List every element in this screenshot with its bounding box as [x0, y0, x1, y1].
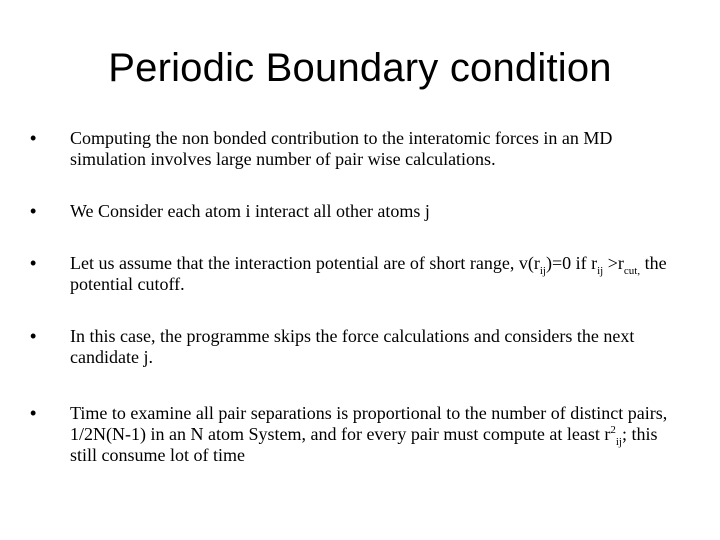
- bullet-text: [70, 403, 667, 465]
- bullet-text-part: )=0 if r: [545, 253, 598, 273]
- bullet-icon: •: [30, 326, 37, 346]
- bullet-text: [70, 253, 667, 294]
- bullet-icon: •: [30, 128, 37, 148]
- bullet-item: [30, 253, 680, 295]
- bullet-text: We Consider each atom i interact all other atoms j: [70, 201, 430, 221]
- subscript: ij: [615, 436, 622, 448]
- bullet-icon: •: [30, 201, 37, 221]
- bullet-text-part: Let us assume that the interaction potential are of short range, v(r: [70, 253, 540, 273]
- bullet-text-part: the potential cutoff.: [70, 253, 667, 294]
- bullet-icon: •: [30, 403, 37, 423]
- bullet-icon: •: [30, 253, 37, 273]
- subscript: ij: [539, 265, 546, 277]
- subscript: cut,: [623, 265, 641, 277]
- bullet-item: [30, 201, 680, 222]
- bullet-list: [30, 128, 680, 497]
- bullet-text-part: ; this still consume lot of time: [70, 424, 658, 465]
- bullet-item: [30, 326, 680, 368]
- bullet-item: [30, 403, 680, 466]
- bullet-text: Computing the non bonded contribution to the interatomic forces in an MD simulation involves large number of pair wise calculations.: [70, 128, 613, 169]
- bullet-item: [30, 128, 680, 170]
- subscript: ij: [597, 265, 604, 277]
- slide-title: Periodic Boundary condition: [108, 46, 612, 90]
- bullet-text-part: >r: [603, 253, 624, 273]
- superscript: 2: [610, 424, 616, 436]
- bullet-text-part: Time to examine all pair separations is proportional to the number of distinct pairs, 1/2N(N-1) in an N atom System, and for every pair must compute at least r: [70, 403, 668, 444]
- bullet-text: In this case, the programme skips the force calculations and considers the next candidate j.: [70, 326, 635, 367]
